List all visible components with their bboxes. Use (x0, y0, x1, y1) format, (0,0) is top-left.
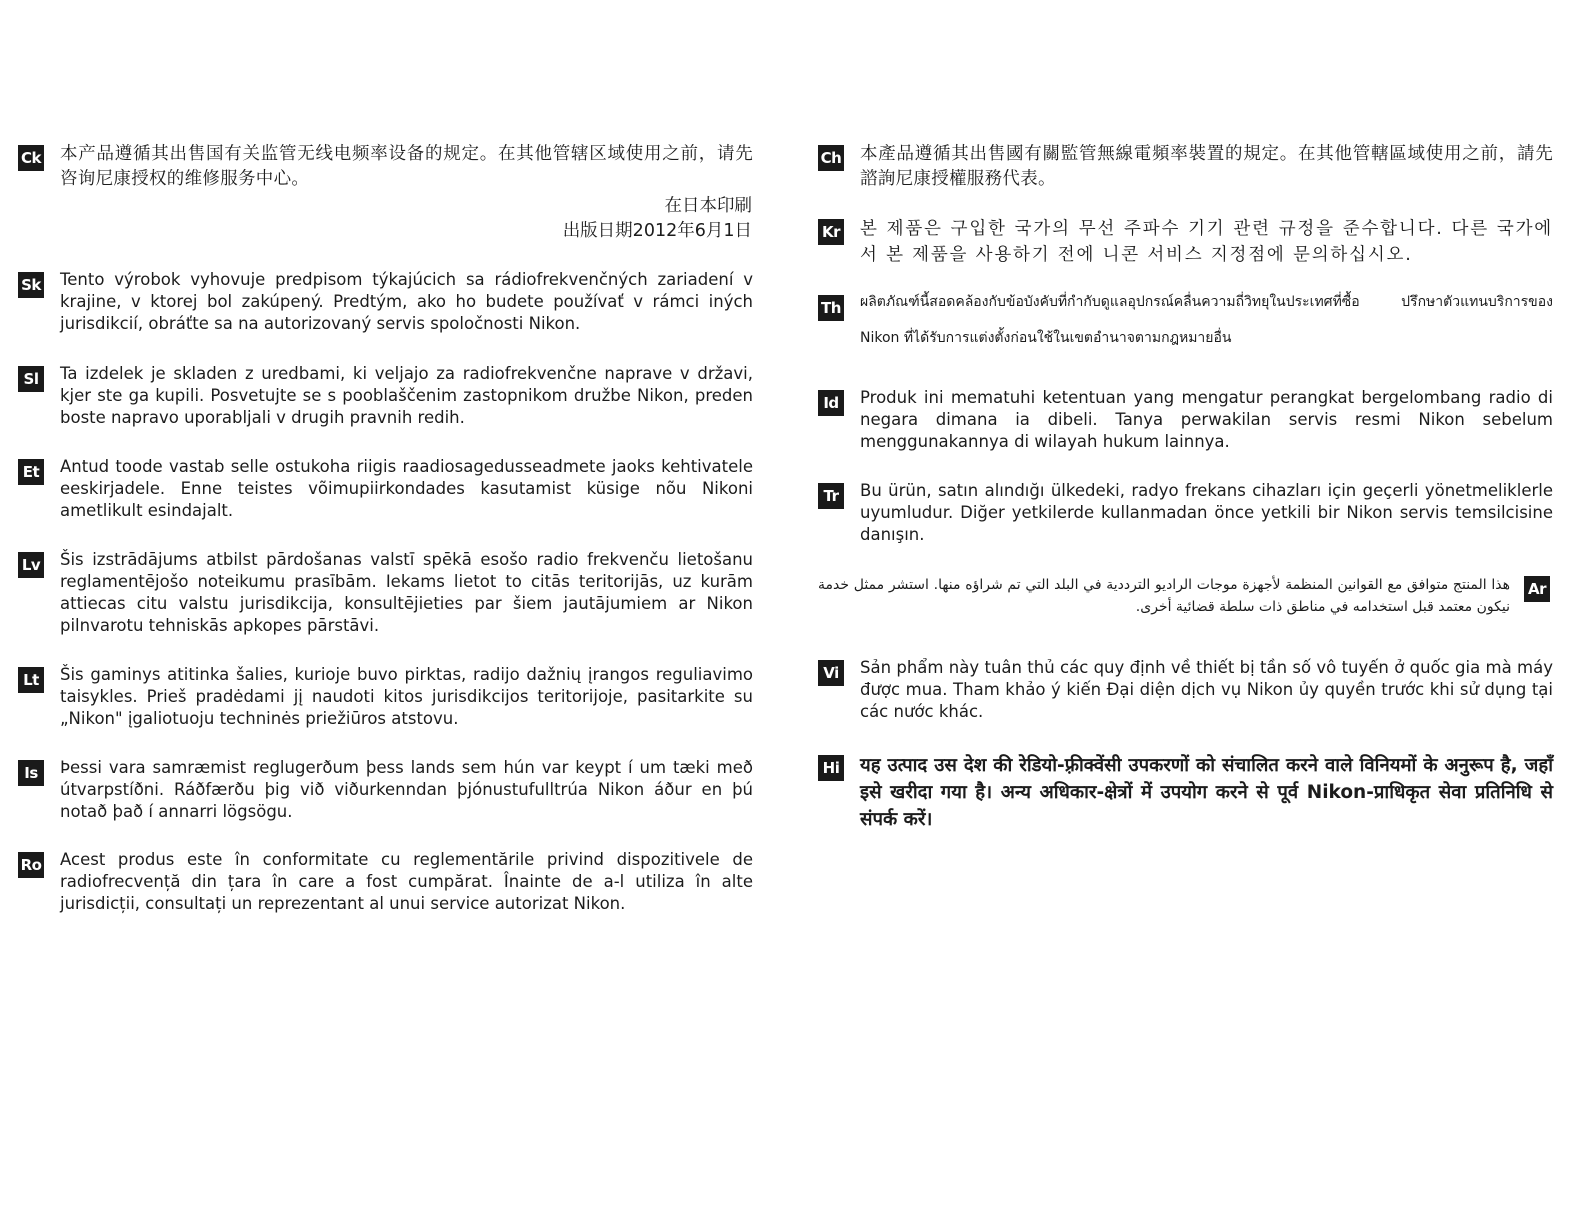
language-badge-kr: Kr (818, 219, 844, 245)
notice-text-lv: Šis izstrādājums atbilst pārdošanas valstī spēkā esošo radio frekvenču lietošanu reglamentējošo noteikumu prasībām. Iekams lietot to citās teritorijās, uz kurām attiecas citu valstu jurisdikcija, konsultējieties par šiem jautājumiem ar Nikon pilnvarotu tehniskās apkopes pārstāvi. (60, 550, 753, 635)
language-badge-ro: Ro (18, 852, 44, 878)
language-badge-is: Is (18, 760, 44, 786)
notice-text-ar: هذا المنتج متوافق مع القوانين المنظمة لأجهزة موجات الراديو الترددية في البلد التي تم شراؤه منها. استشر ممثل خدمة نيكون معتمد قبل استخدامه في مناطق ذات سلطة قضائية أخرى. (818, 577, 1510, 615)
language-badge-lt: Lt (18, 667, 44, 693)
notice-text-id: Produk ini mematuhi ketentuan yang mengatur perangkat bergelombang radio di negara dimana ia dibeli. Tanya perwakilan servis resmi Nikon sebelum menggunakannya di wilayah hukum lainnya. (860, 388, 1553, 451)
language-badge-ck: Ck (18, 145, 44, 171)
notice-text-is: Þessi vara samræmist reglugerðum þess lands sem hún var keypt í um tæki með útvarpstíðni. Ráðfærðu þig við viðurkenndan þjónustufulltrúa Nikon áður en þú notað það í annarri lögsögu. (60, 758, 753, 821)
publish-date: 出版日期2012年6月1日 (562, 221, 752, 241)
language-badge-sl: Sl (18, 366, 44, 392)
language-badge-sk: Sk (18, 272, 44, 298)
language-badge-th: Th (818, 295, 844, 321)
notice-text-vi: Sản phẩm này tuân thủ các quy định về thiết bị tần số vô tuyến ở quốc gia mà máy được mua. Tham khảo ý kiến Đại diện dịch vụ Nikon ủy quyền trước khi sử dụng tại các nước khác. (860, 658, 1553, 721)
language-badge-lv: Lv (18, 552, 44, 578)
language-badge-hi: Hi (818, 755, 844, 781)
notice-text-sl: Ta izdelek je skladen z uredbami, ki veljajo za radiofrekvenčne naprave v državi, kjer ste ga kupili. Posvetujte se s pooblaščenim zastopnikom družbe Nikon, preden boste napravo uporabljali v drugih pravnih redih. (60, 364, 753, 427)
language-badge-tr: Tr (818, 483, 844, 509)
notice-text-tr: Bu ürün, satın alındığı ülkedeki, radyo frekans cihazları için geçerli yönetmeliklerle uyumludur. Diğer yetkilerde kullanmadan önce yetkili bir Nikon servis temsilcisine danışın. (860, 481, 1553, 544)
print-location: 在日本印刷 (664, 196, 752, 216)
language-badge-ch: Ch (818, 145, 844, 171)
language-badge-id: Id (818, 390, 844, 416)
language-badge-et: Et (18, 459, 44, 485)
notice-text-ch: 本產品遵循其出售國有關監管無線電頻率裝置的規定。在其他管轄區域使用之前，請先諮詢尼康授權服務代表。 (860, 144, 1553, 189)
notice-text-ck: 本产品遵循其出售国有关监管无线电频率设备的规定。在其他管辖区域使用之前，请先咨询尼康授权的维修服务中心。 (60, 144, 753, 189)
language-badge-ar: Ar (1524, 576, 1550, 602)
notice-text-kr: 본 제품은 구입한 국가의 무선 주파수 기기 관련 규정을 준수합니다. 다른 국가에서 본 제품을 사용하기 전에 니콘 서비스 지정점에 문의하십시오. (860, 219, 1553, 265)
notice-text-lt: Šis gaminys atitinka šalies, kurioje buvo pirktas, radijo dažnių įrangos reguliavimo taisykles. Prieš pradėdami jį naudoti kitos jurisdikcijos teritorijoje, pasitarkite su „Nikon" įgaliotuoju techninės priežiūros atstovu. (60, 665, 753, 728)
notice-text-hi: यह उत्पाद उस देश की रेडियो-फ़्रीक्वेंसी उपकरणों को संचालित करने वाले विनियमों के अनुरूप है, जहाँ इसे खरीदा गया है। अन्य अधिकार-क्षेत्रों में उपयोग करने से पूर्व Nikon-प्राधिकृत सेवा प्रतिनिधि से संपर्क करें। (860, 755, 1553, 830)
language-badge-vi: Vi (818, 660, 844, 686)
notice-text-th: ผลิตภัณฑ์นี้สอดคล้องกับข้อบังคับที่กำกับดูแลอุปกรณ์คลื่นความถี่วิทยุในประเทศที่ซื้อ ปรึกษาตัวแทนบริการของ Nikon ที่ได้รับการแต่งตั้งก่อนใช้ในเขตอำนาจตามกฎหมายอื่น (860, 294, 1553, 346)
print-note (480, 194, 752, 244)
notice-text-sk: Tento výrobok vyhovuje predpisom týkajúcich sa rádiofrekvenčných zariadení v krajine, v ktorej bol zakúpený. Predtým, ako ho budete používať v rámci iných jurisdikcií, obráťte sa na autorizovaný servis spoločnosti Nikon. (60, 270, 753, 333)
notice-text-ro: Acest produs este în conformitate cu reglementările privind dispozitivele de radiofrecvență din țara în care a fost cumpărat. Înainte de a-l utiliza în alte jurisdicții, consultați un reprezentant al unui service autorizat Nikon. (60, 850, 753, 913)
notice-text-et: Antud toode vastab selle ostukoha riigis raadiosagedusseadmete jaoks kehtivatele eeskirjadele. Enne teistes võimupiirkondades kasutamist küsige nõu Nikoni ametlikult esindajalt. (60, 457, 753, 520)
